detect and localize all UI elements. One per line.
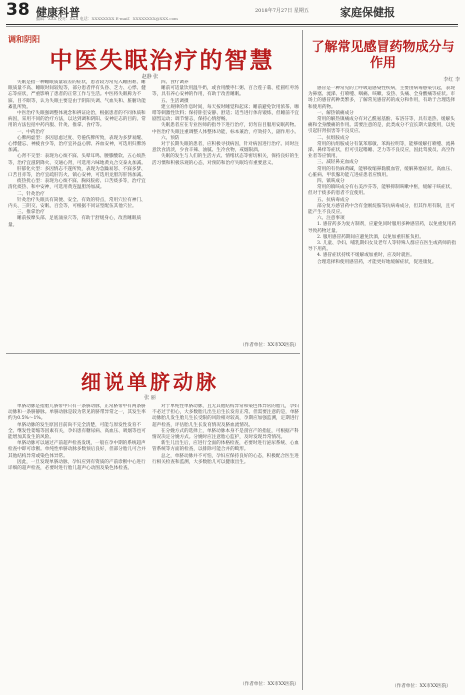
article3-author: 李红 李 — [443, 77, 460, 83]
article2-author: 张 丽 — [144, 395, 156, 401]
subheading: 一、解热镇痛成分 — [317, 110, 354, 116]
page-header — [0, 0, 465, 24]
subheading: 三、推拿治疗 — [17, 210, 45, 216]
paragraph: 心脾两虚型：多因思虑过度、劳倦伤脾所致，表现为多梦易醒、心悸健忘、神疲食少等，治疗宜补益心脾、养血安神，可选用归脾汤加减。 — [8, 135, 146, 154]
article3-title: 了解常见感冒药物成分与作用 — [311, 40, 455, 71]
paragraph: 失眠的发生与人们的生活方式、情绪状态等密切相关，保持良好的生活习惯和积极乐观的心态，对预防和治疗失眠均有重要意义。 — [152, 154, 299, 166]
article2-column-1 — [8, 404, 146, 688]
paragraph: 对于长期失眠的患者，应积极寻找病因，针对病因进行治疗。同时注意饮食清淡，少食辛辣、油腻、生冷食物，戒烟限酒。 — [152, 142, 299, 154]
article2-title: 细说单脐动脉 — [81, 370, 219, 394]
paragraph: 单脐动脉的发生原因目前尚不完全清楚，可能与原发性发育不全、继发性萎缩等因素有关，孕妇患有糖尿病、高血压、吸烟等也可能增加其发生的风险。 — [8, 422, 146, 441]
article1-column-1 — [8, 80, 146, 350]
section-title: 健康科普 — [36, 6, 80, 19]
article-divider — [6, 353, 300, 354]
paragraph: 痰热扰心型：表现为心烦不寐、胸闷脘痞、口苦痰多等，治疗宜清化痰热、和中安神，可选用黄连温胆汤加减。 — [8, 179, 146, 191]
subheading: 五、抗病毒成分 — [317, 197, 350, 203]
paragraph: 4. 感冒症状持续不缓解或加重时，应及时就医。 — [317, 253, 415, 259]
paragraph: 3. 儿童、孕妇、哺乳期妇女及老年人等特殊人群应在医生或药师的指导下用药。 — [308, 241, 457, 253]
paragraph: 建立规律的作息时间，每天按时睡觉和起床；睡前避免饮用浓茶、咖啡等刺激性饮料；保持卧室安静、舒适；适当进行体育锻炼，但睡前不宜剧烈运动；调节情志，保持心情舒畅。 — [152, 104, 300, 123]
article1-title: 中医失眠治疗的智慧 — [49, 47, 275, 74]
subheading: 四、镇咳成分 — [317, 179, 345, 185]
article1-signature: （作者单位：XX市XX医院） — [240, 343, 300, 348]
column-divider — [302, 30, 303, 690]
paragraph: 失眠患者应在专业医师的指导下进行治疗，切勿盲目服用安眠药物。中医治疗失眠注重调整人体整体功能，标本兼治，疗效持久，副作用小。 — [152, 123, 300, 135]
subheading: 六、注意事项 — [317, 216, 345, 222]
article3-column — [308, 86, 458, 682]
paragraph: 失眠是指一种睡眠质量较差的症状，患者较为常见入睡困难、睡眠质量不高、睡眠时间较短等，部分患者伴有头昏、乏力、心悸、健忘等症状，严重影响了患者的正常工作与生活。中医将失眠称为不寐、目不瞑等，认为失眠主要是由于阴阳失调、气血失和、脏腑功能紊乱所致。 — [8, 80, 146, 110]
subheading: 二、抗组胺成分 — [317, 135, 350, 141]
article1-column-2 — [152, 80, 300, 342]
paragraph: 总之，单脐动脉并不可怕，孕妇应保持良好的心态，积极配合医生进行相关检查和监测，大多数胎儿可以健康出生。 — [152, 453, 299, 465]
paragraph: 心肾不交型：表现为心烦不寐、头晕耳鸣、腰膝酸软、五心烦热等，治疗宜滋阴降火、交通心肾，可选用六味地黄丸合交泰丸加减。 — [8, 154, 146, 166]
paragraph: 常用的抗组胺成分有氯苯那敏、苯海拉明等，能够缓解打喷嚏、流鼻涕、鼻痒等症状，但可引起嗜睡、乏力等不良反应，因此驾驶员、高空作业者等应慎用。 — [308, 141, 456, 160]
paragraph: 单脐动脉可以通过产前超声检查发现，一般在孕中期的系统超声检查中即可诊断。单纯性单脐动脉多数预后良好，但部分胎儿可合并其他结构异常或染色体异常。 — [8, 441, 146, 459]
issue-date: 2018年7月27日 星期五 — [255, 8, 309, 14]
page-number: 38 — [6, 0, 30, 20]
subheading: 三、减轻鼻充血成分 — [317, 160, 359, 166]
subheading: 四、食疗调养 — [161, 80, 189, 85]
editor-line: 编辑：XXX 校对：XXX 电话：XXXXXXXX E-mail：XXXXXXXX@XXX.com — [36, 16, 178, 21]
subheading: 五、生活调摄 — [161, 98, 189, 104]
paragraph: 常用的解热镇痛成分有对乙酰氨基酚、布洛芬等，具有退热、缓解头痛和全身酸痛的作用。需要注意的是，此类成分不宜长期大量使用，以免引起肝肾损害等不良反应。 — [308, 117, 456, 135]
paragraph: 对于单纯性单脐动脉，且无其他结构异常和染色体异常的胎儿，孕妇不必过于担心，大多数胎儿出生后生长发育正常。但需要注意的是，单脐动脉胎儿发生胎儿生长受限的风险相对较高，孕期应加强监测，定期进行超声检查，评估胎儿生长发育情况及脐血流情况。 — [152, 404, 300, 428]
paragraph: 因此，一旦发现单脐动脉，孕妇应到有资质的产前诊断中心进行详细的超声检查，必要时进行胎儿超声心动图及染色体检查。 — [8, 459, 146, 472]
column-tag: 调和阴阳 — [8, 34, 40, 44]
paragraph: 1. 感冒药多为复方制剂，应避免同时服用多种感冒药，以免重复用药导致药物过量。 — [308, 222, 457, 234]
article2-signature: （作者单位：XX市XX医院） — [240, 682, 300, 687]
paragraph: 睡前可适量饮用温牛奶，或食用酸枣仁粥、百合莲子羹、桂圆红枣汤等，具有养心安神的作用，有助于改善睡眠。 — [152, 86, 299, 98]
paragraph: 常用的有伪麻黄碱，能够收缩鼻黏膜血管，缓解鼻塞症状。高血压、心脏病、甲状腺功能亢进症患者应慎用。 — [308, 166, 455, 178]
header-rule-thin — [6, 26, 458, 27]
newspaper-brand: 家庭保健报 — [340, 6, 395, 19]
paragraph: 部分复方感冒药中含有金刚烷胺等抗病毒成分，但其作用有限，且可能产生不良反应。 — [308, 203, 455, 216]
paragraph: 针灸治疗失眠具有简便、安全、有效的特点，常用穴位有神门、内关、三阴交、安眠、百会等，可根据不同证型配伍其他穴位。 — [8, 197, 146, 210]
paragraph: 肝郁化火型：多因情志不遂所致，表现为急躁易怒、不寐多梦、口苦目赤等，治疗宜疏肝泻火、镇心安神，可选用龙胆泻肝汤加减。 — [8, 166, 146, 179]
paragraph: 2. 服用感冒药期间应避免饮酒，以免加重肝脏负担。 — [317, 234, 424, 240]
subheading: 六、预防 — [161, 135, 180, 141]
paragraph: 中医治疗失眠强调整体观念和辨证论治，根据患者的不同体质和病因，采用不同的治疗方法，以达到调和阴阳、安神定志的目的。常用的方法包括中药内服、针灸、推拿、食疗等。 — [8, 111, 146, 129]
paragraph: 合理选择和使用感冒药，才能更好地缓解症状，促进康复。 — [317, 259, 437, 265]
subheading: 二、针灸治疗 — [17, 191, 45, 197]
article3-signature: （作者单位：XX市XX医院） — [392, 684, 452, 689]
paragraph: 感冒是一种常见的上呼吸道感染性疾病，主要由病毒感染引起，表现为鼻塞、流涕、打喷嚏、咽痛、咳嗽、发热、头痛、全身酸痛等症状。市场上的感冒药种类繁多，了解常见感冒药的成分和作用，有助于合理选择和使用药物。 — [308, 86, 456, 110]
article1-author: 赵静 张 — [141, 74, 159, 80]
header-rule — [6, 24, 458, 25]
paragraph: 新生儿出生后，应进行全面的体格检查，必要时进行泌尿系统、心血管系统等方面的检查，以排除可能合并的畸形。 — [152, 441, 299, 453]
article2-column-2 — [152, 404, 300, 680]
paragraph: 常用的镇咳成分有右美沙芬等，能够抑制咳嗽中枢，缓解干咳症状，但对于痰多的患者不宜使用。 — [308, 185, 455, 197]
paragraph: 在分娩方式的选择上，单脐动脉本身不是剖宫产的指征，可根据产科情况决定分娩方式。分娩时应注意胎心监护，及时发现异常情况。 — [152, 428, 299, 441]
subheading: 一、中药治疗 — [17, 129, 45, 135]
paragraph: 睡前按摩头部、足底涌泉穴等，有助于舒缓身心，改善睡眠质量。 — [8, 216, 142, 228]
paragraph: 单脐动脉是指胎儿脐带中只有一条脐动脉，正常脐带中有两条脐动脉和一条脐静脉。单脐动脉是较为常见的脐带异常之一，其发生率约为0.5%～1%。 — [8, 404, 146, 422]
